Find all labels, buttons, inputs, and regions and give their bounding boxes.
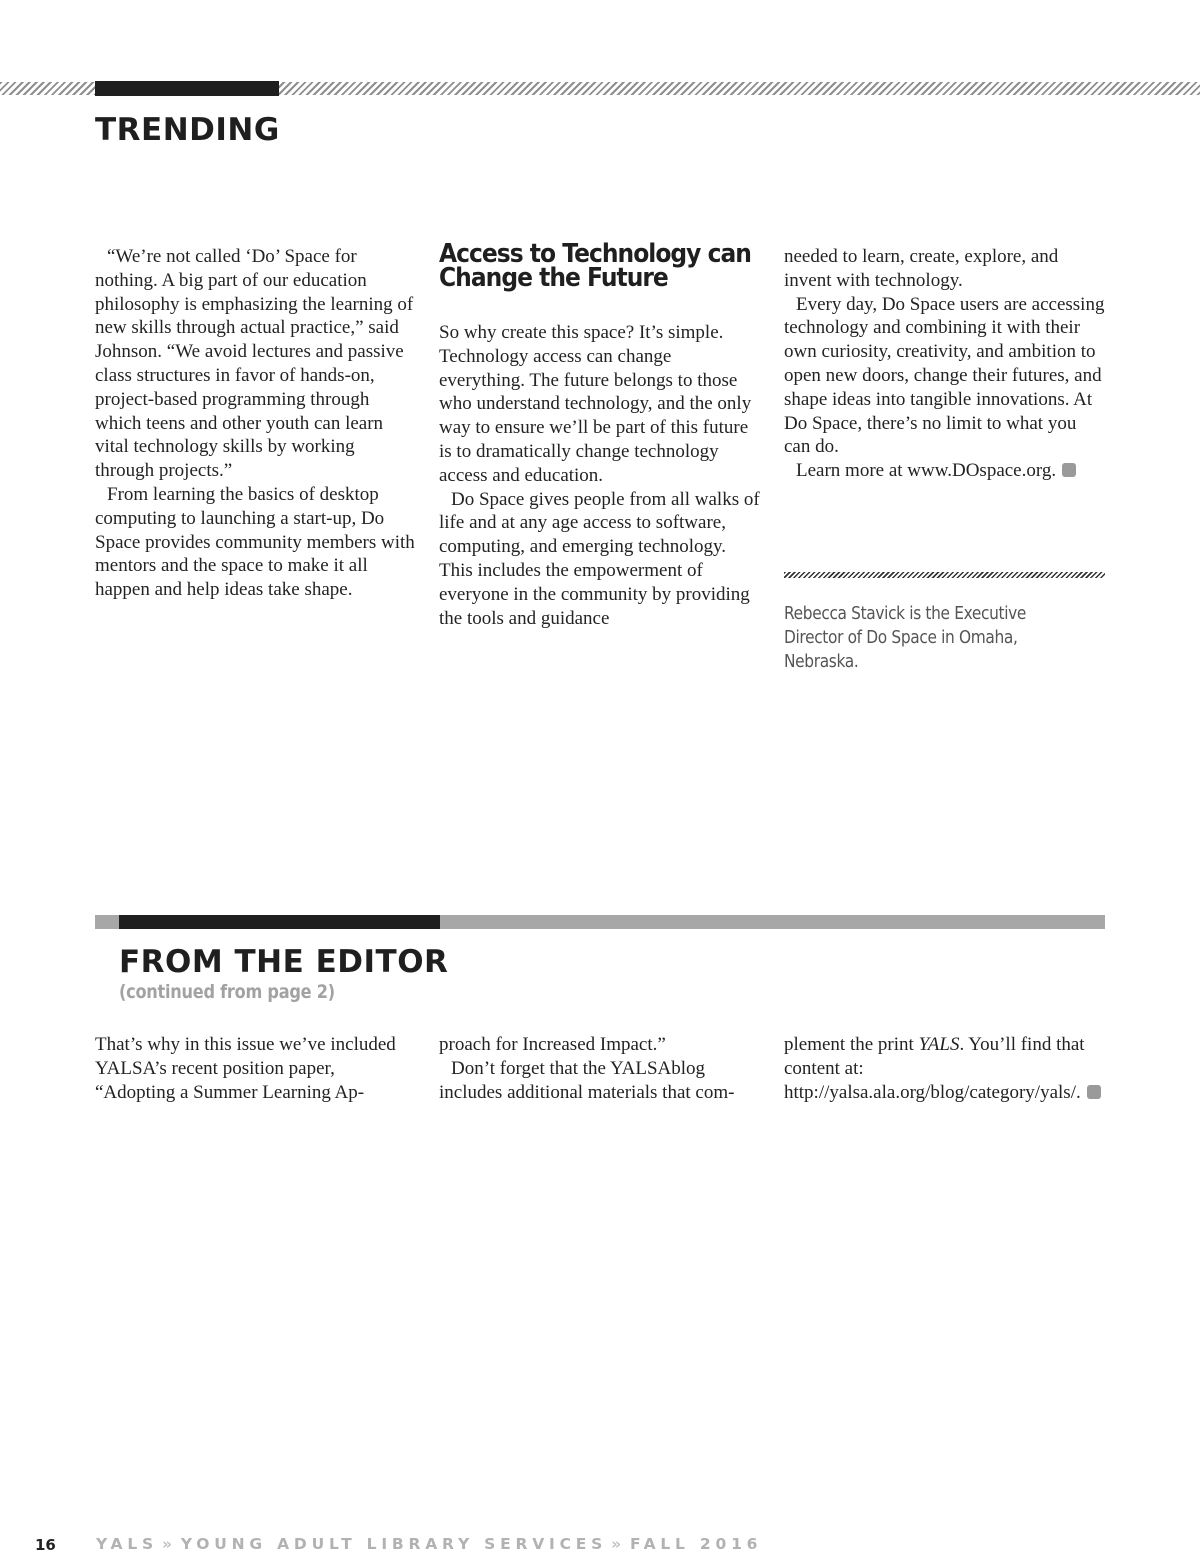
editor-column-1 bbox=[95, 1033, 417, 1104]
running-footer bbox=[96, 1535, 762, 1553]
separator-icon: » bbox=[161, 1535, 177, 1553]
paragraph: So why create this space? It’s simple. Technology access can change everything. The future belongs to those who understand technology, and the only way to ensure we’ll be part of this future is to dramatically change technology access and education. bbox=[439, 322, 752, 486]
text-run: plement the print bbox=[784, 1034, 919, 1055]
journal-full: YOUNG ADULT LIBRARY SERVICES bbox=[180, 1535, 608, 1553]
separator-icon: » bbox=[611, 1535, 626, 1553]
trending-tab-bar bbox=[95, 81, 279, 96]
editor-heading: FROM THE EDITOR bbox=[119, 944, 449, 980]
trending-heading: TRENDING bbox=[95, 112, 280, 148]
text-run: . You’ll find that content at: http://yalsa.ala.org/blog/category/yals/. bbox=[784, 1034, 1085, 1103]
paragraph: proach for Increased Impact.” bbox=[439, 1034, 666, 1055]
author-bio-rule bbox=[784, 572, 1105, 578]
editor-subtitle: (continued from page 2) bbox=[119, 981, 335, 1003]
paragraph: Every day, Do Space users are accessing technology and combining it with their own curiosity, creativity, and ambition to open new doors, change their futures, and shape ideas into tangible innovations. At Do Space, there’s no limit to what you can do. bbox=[784, 293, 1105, 458]
paragraph: “We’re not called ‘Do’ Space for nothing. A big part of our education philosophy is emphasizing the learning of new skills through actual practice,” said Johnson. “We avoid lectures and passive class structures in favor of hands-on, project-based programming through which teens and other youth can learn vital technology skills by working through projects.” bbox=[95, 246, 414, 482]
issue-label: FALL 2016 bbox=[629, 1535, 763, 1553]
website-text: Learn more at www.DOspace.org. bbox=[796, 460, 1057, 482]
trending-column-3 bbox=[784, 245, 1106, 483]
paragraph-last bbox=[784, 459, 1106, 483]
journal-italic: YALS bbox=[918, 1034, 960, 1055]
paragraph: That’s why in this issue we’ve included YALSA’s recent position paper, “Adopting a Summer Learning Ap- bbox=[95, 1034, 396, 1103]
trending-column-2 bbox=[439, 239, 761, 630]
subheading-line-2: Change the Future bbox=[439, 263, 668, 293]
journal-short: YALS bbox=[96, 1535, 158, 1553]
editor-column-2 bbox=[439, 1033, 761, 1104]
paragraph bbox=[784, 1033, 1106, 1104]
paragraph: needed to learn, create, explore, and invent with technology. bbox=[784, 246, 1059, 291]
author-bio: Rebecca Stavick is the Executive Director of Do Space in Omaha, Nebraska. bbox=[784, 604, 1027, 672]
subheading-line-1: Access to Technology can bbox=[439, 239, 751, 269]
editor-column-3 bbox=[784, 1033, 1106, 1104]
paragraph: From learning the basics of desktop computing to launching a start-up, Do Space provides community members with mentors and the space to make it all happen and help ideas take shape. bbox=[95, 483, 415, 601]
editor-tab-bar bbox=[119, 915, 440, 929]
end-of-article-icon bbox=[1087, 1085, 1101, 1099]
page-number: 16 bbox=[35, 1536, 56, 1554]
paragraph: Don’t forget that the YALSAblog includes additional materials that com- bbox=[439, 1057, 735, 1103]
trending-column-1 bbox=[95, 245, 417, 602]
end-of-article-icon bbox=[1062, 463, 1076, 477]
paragraph: Do Space gives people from all walks of life and at any age access to software, computing, and emerging technology. This includes the empowerment of everyone in the community by providing the tools and guidance bbox=[439, 488, 760, 629]
subheading bbox=[439, 239, 751, 293]
